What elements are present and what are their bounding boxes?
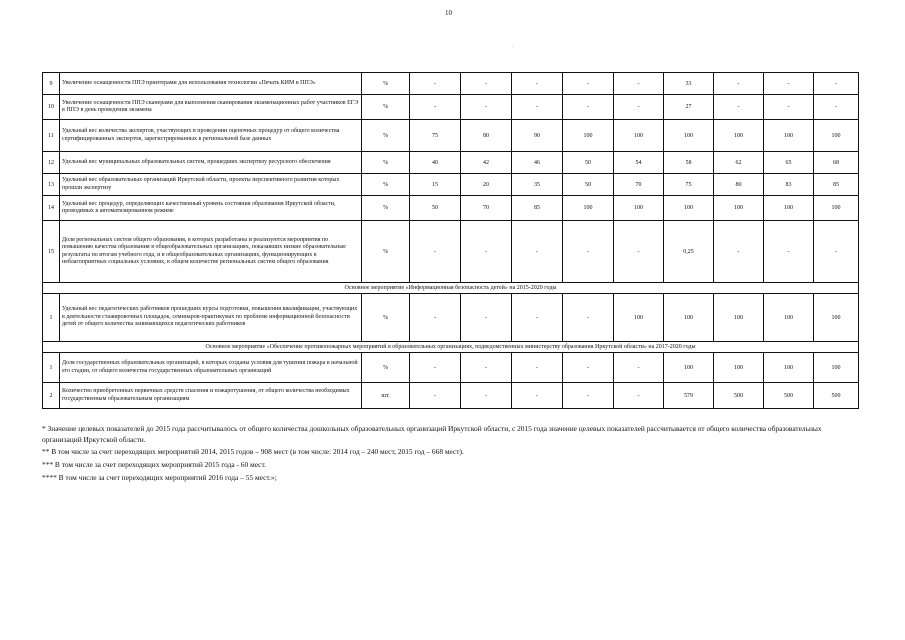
value-cell: -	[563, 73, 614, 95]
indicator-description: Удельный вес процедур, определяющих качественный уровень состояния образования Иркутской области, проводимых в автоматизированном режиме	[60, 196, 362, 221]
value-cell: 20	[461, 174, 512, 196]
unit-cell: %	[362, 174, 410, 196]
indicator-description: Увеличение оснащенности ППЭ принтерами для использования технологии «Печать КИМ в ППЭ»	[60, 73, 362, 95]
table-row	[43, 294, 859, 342]
section-header-row	[43, 283, 859, 294]
indicator-description: Доля региональных систем общего образования, в которых разработаны и реализуются мероприятия по повышению качества образования в общеобразовательных организациях, показавших низкие образовательные результаты по итогам учебного года, и в общеобразовательных организациях, функционирующих в неблагоприятных социальных условиях, в общем количестве региональных систем общего образования	[60, 221, 362, 283]
value-cell: -	[764, 95, 814, 120]
value-cell: 579	[664, 383, 714, 409]
table-row	[43, 174, 859, 196]
table-row	[43, 152, 859, 174]
footnotes	[42, 424, 858, 486]
value-cell: 83	[764, 174, 814, 196]
value-cell: 100	[814, 353, 859, 383]
value-cell: -	[814, 221, 859, 283]
value-cell: -	[614, 95, 664, 120]
table-row	[43, 221, 859, 283]
unit-cell: %	[362, 73, 410, 95]
page-number: 10	[445, 9, 452, 17]
value-cell: 100	[764, 120, 814, 152]
value-cell: 46	[512, 152, 563, 174]
value-cell: 85	[814, 174, 859, 196]
row-number: 10	[43, 95, 60, 120]
value-cell: -	[410, 95, 461, 120]
row-number: 15	[43, 221, 60, 283]
value-cell: -	[714, 221, 764, 283]
value-cell: -	[461, 221, 512, 283]
value-cell: -	[563, 353, 614, 383]
value-cell: -	[764, 221, 814, 283]
value-cell: 100	[714, 196, 764, 221]
value-cell: 100	[563, 120, 614, 152]
value-cell: -	[814, 95, 859, 120]
unit-cell: %	[362, 221, 410, 283]
row-number: 1	[43, 294, 60, 342]
indicator-description: Количество приобретенных первичных средств спасения и пожаротушения, от общего количества необходимых государственным образовательным организациям	[60, 383, 362, 409]
value-cell: 62	[714, 152, 764, 174]
value-cell: 100	[714, 294, 764, 342]
table-row	[43, 120, 859, 152]
value-cell: 90	[512, 120, 563, 152]
row-number: 14	[43, 196, 60, 221]
row-number: 9	[43, 73, 60, 95]
value-cell: 100	[764, 294, 814, 342]
value-cell: 50	[410, 196, 461, 221]
indicator-description: Увеличение оснащенности ППЭ сканерами для выполнения сканирования экзаменационных работ участников ЕГЭ в ППЭ в день проведения экзамена	[60, 95, 362, 120]
value-cell: 100	[814, 294, 859, 342]
value-cell: 54	[614, 152, 664, 174]
value-cell: -	[512, 95, 563, 120]
value-cell: 15	[410, 174, 461, 196]
value-cell: 70	[461, 196, 512, 221]
value-cell: -	[461, 95, 512, 120]
value-cell: 100	[614, 120, 664, 152]
indicator-description: Удельный вес муниципальных образовательных систем, прошедших экспертизу ресурсного обеспечения	[60, 152, 362, 174]
value-cell: 100	[714, 120, 764, 152]
value-cell: 50	[563, 174, 614, 196]
indicators-table	[42, 72, 859, 409]
value-cell: 33	[664, 73, 714, 95]
value-cell: 100	[664, 196, 714, 221]
indicator-description: Удельный вес количества экспертов, участвующих в проведении оценочных процедур от общего количества сертифицированных экспертов, зарегистрированных в региональной базе данных	[60, 120, 362, 152]
unit-cell: %	[362, 95, 410, 120]
value-cell: 50	[563, 152, 614, 174]
value-cell: 100	[714, 353, 764, 383]
value-cell: 100	[664, 294, 714, 342]
unit-cell: %	[362, 353, 410, 383]
value-cell: -	[461, 294, 512, 342]
value-cell: -	[461, 73, 512, 95]
value-cell: 40	[410, 152, 461, 174]
value-cell: 27	[664, 95, 714, 120]
value-cell: -	[512, 383, 563, 409]
table-row	[43, 353, 859, 383]
row-number: 12	[43, 152, 60, 174]
unit-cell: %	[362, 152, 410, 174]
value-cell: -	[614, 383, 664, 409]
indicator-description: Удельный вес педагогических работников прошедших курсы подготовки, повышения квалификации, участвующих в деятельности стажировочных площадок, семинаров-практикумах по проблеме информационной безопасности детей от общего количества занимающихся педагогических работников	[60, 294, 362, 342]
value-cell: 35	[512, 174, 563, 196]
footnote: ** В том числе за счет переходящих мероприятий 2014, 2015 годов – 908 мест (в том числе: 2014 год – 240 мест, 2015 год – 668 мест).	[42, 447, 464, 457]
value-cell: -	[512, 294, 563, 342]
unit-cell: %	[362, 294, 410, 342]
value-cell: -	[614, 353, 664, 383]
value-cell: 65	[764, 152, 814, 174]
value-cell: 58	[664, 152, 714, 174]
value-cell: 100	[814, 120, 859, 152]
footnote: * Значение целевых показателей до 2015 года рассчитывалось от общего количества дошкольных образовательных организаций Иркутской области, с 2015 года значение целевых показателей рассчитывается от общего количества образовательных организаций Иркутской области.	[42, 424, 822, 444]
indicator-description: Удельный вес образовательных организаций Иркутской области, проекты перспективного развития которых прошли экспертизу	[60, 174, 362, 196]
value-cell: -	[614, 73, 664, 95]
value-cell: 100	[614, 294, 664, 342]
value-cell: -	[410, 353, 461, 383]
value-cell: 100	[764, 196, 814, 221]
value-cell: -	[410, 294, 461, 342]
value-cell: 100	[814, 196, 859, 221]
section-header-row	[43, 342, 859, 353]
value-cell: 100	[664, 353, 714, 383]
value-cell: 500	[814, 383, 859, 409]
value-cell: -	[814, 73, 859, 95]
value-cell: 80	[714, 174, 764, 196]
table-row	[43, 383, 859, 409]
indicator-description: Доля государственных образовательных организаций, в которых созданы условия для тушения пожара в начальной его стадии, от общего количества государственных образовательных организаций	[60, 353, 362, 383]
row-number: 11	[43, 120, 60, 152]
value-cell: -	[512, 221, 563, 283]
value-cell: 75	[664, 174, 714, 196]
value-cell: -	[714, 95, 764, 120]
value-cell: 42	[461, 152, 512, 174]
section-title: Основное мероприятие «Обеспечение противопожарных мероприятий в образовательных организациях, подведомственных министерству образования Иркутской области» на 2017-2020 годы	[43, 342, 859, 353]
row-number: 13	[43, 174, 60, 196]
value-cell: 0,25	[664, 221, 714, 283]
row-number: 1	[43, 353, 60, 383]
stray-mark: ·	[512, 44, 514, 50]
value-cell: -	[764, 73, 814, 95]
value-cell: -	[410, 221, 461, 283]
value-cell: 100	[764, 353, 814, 383]
value-cell: -	[410, 73, 461, 95]
unit-cell: %	[362, 196, 410, 221]
value-cell: 100	[563, 196, 614, 221]
value-cell: 85	[512, 196, 563, 221]
unit-cell: шт.	[362, 383, 410, 409]
value-cell: 75	[410, 120, 461, 152]
value-cell: 70	[614, 174, 664, 196]
value-cell: -	[563, 294, 614, 342]
table-row	[43, 95, 859, 120]
value-cell: -	[563, 221, 614, 283]
value-cell: 100	[614, 196, 664, 221]
value-cell: -	[512, 73, 563, 95]
footnote: *** В том числе за счет переходящих мероприятий 2015 года - 60 мест.	[42, 460, 266, 470]
row-number: 2	[43, 383, 60, 409]
table-row	[43, 73, 859, 95]
value-cell: -	[461, 353, 512, 383]
value-cell: -	[714, 73, 764, 95]
value-cell: -	[614, 221, 664, 283]
value-cell: 80	[461, 120, 512, 152]
value-cell: -	[410, 383, 461, 409]
unit-cell: %	[362, 120, 410, 152]
footnote: **** В том числе за счет переходящих мероприятий 2016 года – 55 мест.»;	[42, 472, 277, 482]
value-cell: -	[563, 95, 614, 120]
value-cell: 100	[664, 120, 714, 152]
table-row	[43, 196, 859, 221]
value-cell: -	[512, 353, 563, 383]
value-cell: 500	[764, 383, 814, 409]
value-cell: 500	[714, 383, 764, 409]
section-title: Основное мероприятие «Информационная безопасность детей» на 2015-2020 годы	[43, 283, 859, 294]
value-cell: 68	[814, 152, 859, 174]
value-cell: -	[461, 383, 512, 409]
value-cell: -	[563, 383, 614, 409]
